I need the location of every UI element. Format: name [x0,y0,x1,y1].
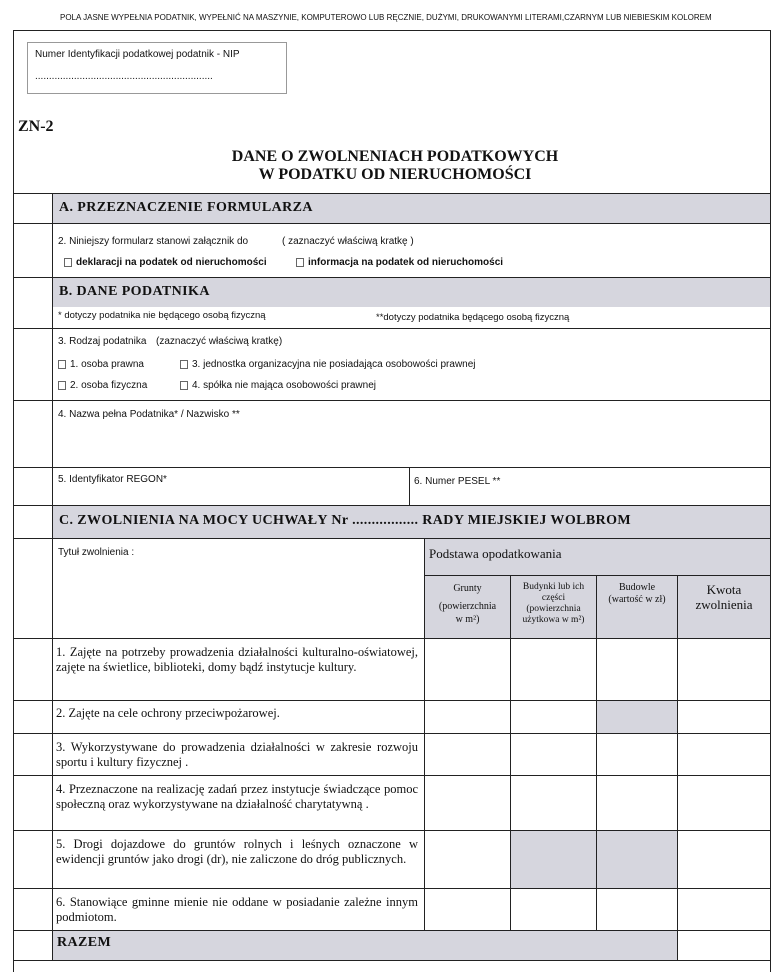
form-title-line1: DANE O ZWOLNENIACH PODATKOWYCH [231,148,559,165]
col-budynki-header [511,576,596,638]
col-grunty-1: Grunty [453,583,482,594]
nip-box[interactable] [27,42,287,94]
form-code: ZN-2 [18,118,54,135]
option-natural-person-label: 2. osoba fizyczna [70,380,148,391]
option-information-label: informacja na podatek od nieruchomości [308,257,504,268]
field3-hint: (zaznaczyć właściwą kratkę) [156,336,283,347]
stub-column-line [52,193,53,960]
row5-budowle-shaded [597,831,677,888]
exemption-row-2-text: 2. Zajęte na cele ochrony przeciwpożarowej. [56,706,280,720]
col-kwota-2: zwolnienia [695,597,753,612]
line-a-header-bottom [13,223,770,224]
col-kwota-header [678,576,770,638]
section-a-header [53,194,770,223]
checkbox-declaration[interactable] [64,258,72,267]
note-person: **dotyczy podatnika będącego osobą fizyczną [376,312,570,323]
line-field5-top [13,467,770,468]
option-org-unit-label: 3. jednostka organizacyjna nie posiadająca osobowości prawnej [192,359,476,370]
row5-budynki-shaded [511,831,596,888]
option-declaration-label: deklaracji na podatek od nieruchomości [76,257,267,268]
col-budynki-4: użytkowa w m²) [522,615,585,625]
line-row3-bottom [13,775,770,776]
row1-budowle-input[interactable] [597,639,677,700]
section-b-title: B. DANE PODATNIKA [59,284,210,299]
line-row2-bottom [13,733,770,734]
checkbox-partnership[interactable] [180,381,188,390]
field3-label: 3. Rodzaj podatnika [58,336,147,347]
checkbox-org-unit[interactable] [180,360,188,369]
total-amount-field[interactable] [678,931,770,960]
option-legal-person[interactable] [58,359,144,370]
section-b-header [53,278,770,307]
col-budowle-2: (wartość w zł) [608,594,666,605]
row1-budynki-input[interactable] [511,639,596,700]
col-kwota-1: Kwota [706,582,742,597]
option-natural-person[interactable] [58,380,147,391]
col-title-label: Tytuł zwolnienia : [58,547,135,558]
col-budynki-1: Budynki lub ich [522,582,585,592]
section-c-header [53,506,770,538]
taxpayer-name-field[interactable] [53,424,770,466]
field4-label: 4. Nazwa pełna Podatnika* / Nazwisko ** [58,409,240,420]
total-row-shaded [53,931,677,960]
base-header-cell [425,539,770,575]
col-grunty-2: (powierzchnia [438,601,497,612]
option-org-unit[interactable] [180,359,476,370]
note-nonperson: * dotyczy podatnika nie będącego osobą fizyczną [58,310,266,321]
line-field4-top [13,400,770,401]
option-legal-person-label: 1. osoba prawna [70,359,144,370]
row1-grunty-input[interactable] [425,639,510,700]
row2-budowle-shaded [597,701,677,733]
field2-label: 2. Niniejszy formularz stanowi załącznik do [58,236,249,247]
section-c-title: C. ZWOLNIENIA NA MOCY UCHWAŁY Nr ................. RADY MIEJSKIEJ WOLBROM [59,513,632,528]
checkbox-legal-person[interactable] [58,360,66,369]
exemption-row-4-text: 4. Przeznaczone na realizację zadań przez instytucje świadczące pomoc społeczną oraz wykorzystywane na działalność charytatywną . [56,782,418,811]
checkbox-natural-person[interactable] [58,381,66,390]
line-row5-bottom [13,888,770,889]
total-label: RAZEM [57,935,112,950]
checkbox-information[interactable] [296,258,304,267]
exemption-row-5-text: 5. Drogi dojazdowe do gruntów rolnych i leśnych oznaczone w ewidencji gruntów jako drogi (dr), nie zaliczone do dróg publicznych. [56,837,418,866]
field5-label: 5. Identyfikator REGON* [58,474,167,485]
option-declaration[interactable] [64,257,267,268]
col-budowle-1: Budowle [618,582,656,593]
section-a-title: A. PRZEZNACZENIE FORMULARZA [59,200,313,215]
exemption-row-1-text: 1. Zajęte na potrzeby prowadzenia działalności kulturalno-oświatowej, zajęte na świetlice, biblioteki, domy bądź instytucje kultury. [56,645,418,674]
frame-top [13,30,770,31]
col-grunty-header [425,576,510,638]
option-partnership-label: 4. spółka nie mająca osobowości prawnej [192,380,376,391]
col-budynki-2: części [541,593,566,603]
col-grunty-3: w m²) [455,614,480,625]
form-instruction: POLA JASNE WYPEŁNIA PODATNIK, WYPEŁNIĆ NA MASZYNIE, KOMPUTEROWO LUB RĘCZNIE, DUŻYMI, DRUKOWANYMI LITERAMI,CZARNYM LUB NIEBIESKIM KOLOREM [60,13,712,22]
frame-right [770,30,771,972]
row1-kwota-input[interactable] [678,639,770,700]
col-budynki-3: (powierzchnia [526,604,581,614]
col-budowle-header [597,576,677,638]
field6-label: 6. Numer PESEL ** [414,476,501,487]
line-b-notes-bottom [13,328,770,329]
form-title [150,148,640,184]
field2-hint: ( zaznaczyć właściwą kratkę ) [282,236,414,247]
option-partnership[interactable] [180,380,376,391]
exemption-row-3-text: 3. Wykorzystywane do prowadzenia działalności w zakresie rozwoju sportu i kultury fizycznej . [56,740,418,769]
line-table-bottom [13,960,770,961]
pesel-field[interactable] [410,490,769,504]
nip-label: Numer Identyfikacji podatkowej podatnik - NIP [35,49,240,60]
exemption-row-6-text: 6. Stanowiące gminne mienie nie oddane w posiadanie zależne innym podmiotom. [56,895,418,924]
regon-field[interactable] [53,486,408,504]
option-information[interactable] [296,257,503,268]
nip-input[interactable]: ................................................................ [35,71,213,82]
base-header: Podstawa opodatkowania [429,546,562,561]
form-title-line2: W PODATKU OD NIERUCHOMOŚCI [258,166,532,183]
